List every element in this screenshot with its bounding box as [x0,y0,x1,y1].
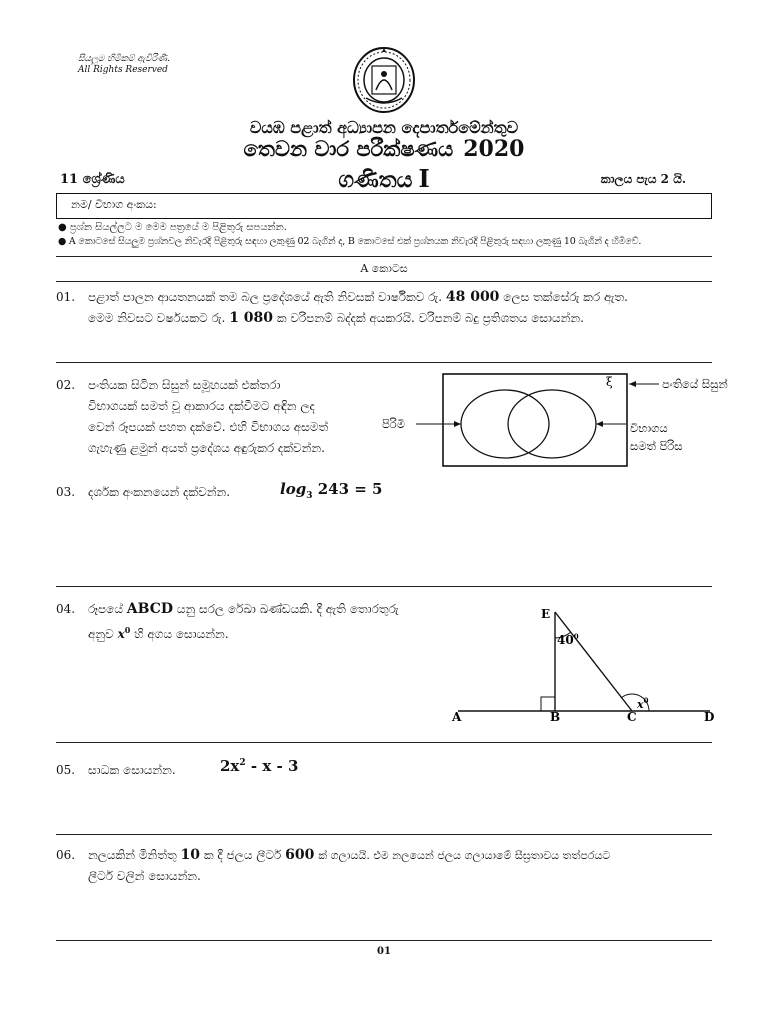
question-number: 03. [56,485,76,499]
q6-litres: 600 [285,847,315,863]
q4-line2-a: අනුව [88,627,114,641]
q6-minutes: 10 [180,847,201,863]
venn-universal-set [443,374,627,466]
question-2-text [88,375,388,459]
subject-name: ගණිතය [338,167,413,193]
venn-boys-circle [461,390,549,458]
point-b: B [550,710,561,724]
q5-expr-b: - x - 3 [245,757,299,775]
q5-expr-a: 2x [220,757,240,775]
triangle-diagram [440,598,720,728]
point-d: D [704,710,715,724]
exam-year: 2020 [463,136,525,162]
question-1-text [88,287,718,329]
q2-line: වෙන් රූපයක් පහත දක්වේ. එහි විභාගය අසමත් [88,420,329,434]
exam-title-text: තෙවන වාර පරීක්ෂණය [243,136,454,161]
point-c: C [627,710,637,724]
q6-line1-c: ක දී ජලය ලීටර් [203,848,282,862]
instruction-2: ● A කොටසේ සියලුම ප්‍රශ්නවල නිවැරදි පිළිතුරු සඳහා ලකුණු 02 බැගින් ද, B කොටසේ එක් ප්‍රශ්නයක නිවැරදි පිළිතුරු සඳහා ලකුණු 10 බැගින් ද හිමිවේ. [58,236,642,247]
venn-universal-symbol: ξ [606,375,613,389]
name-index-label: නම/ විභාග අංකය: [71,198,157,211]
divider [56,281,712,282]
name-index-box[interactable] [56,193,712,219]
page-number: 01 [377,946,391,957]
q3-base: 3 [306,491,313,501]
q3-expr: 243 = 5 [317,480,383,498]
venn-diagram [360,366,728,476]
footer-divider [56,940,712,941]
department-name: වයඹ පළාත් අධ්‍යාපන දෙපාර්තමේන්තුව [249,118,519,137]
q5-expr-sup: 2 [239,758,246,768]
question-number: 01. [56,290,76,304]
question-5-text: සාධක සොයන්න. [88,763,176,777]
venn-label-pass-1: විභාගය [630,421,668,435]
divider [56,362,712,363]
q4-line2-c: හි අගය සොයන්න. [134,627,229,641]
q6-line2: ලීටර් වලින් සොයන්න. [88,869,201,883]
rights-english: All Rights Reserved [78,65,168,75]
q1-tax-value: 1 080 [229,310,274,326]
time-allowed: කාලය පැය 2 යි. [600,172,686,186]
question-number: 04. [56,602,76,616]
q4-line1-c: යනු සරල රේඛා ඛණ්ඩයකි. දී ඇති තොරතුරු [176,602,399,616]
divider [56,586,712,587]
venn-label-boys: පිරිමි [382,417,405,431]
question-number: 05. [56,763,76,777]
point-a: A [452,710,462,724]
subject-paper-number: I [418,164,430,193]
question-number: 06. [56,848,76,862]
angle-e-label: $40^0$ [557,632,579,647]
q4-segment: ABCD [126,601,174,617]
question-4-text [88,599,448,645]
line-ec [555,612,632,711]
q6-line1-a: නලයකින් මිනිත්තු [88,848,177,862]
q3-expression [280,480,382,501]
arrowhead-icon [596,421,603,427]
q2-line: පංතියක සිටින සිසුන් සමූහයක් එක්තරා [88,378,281,392]
divider [56,256,712,257]
exam-title [0,136,768,162]
question-number: 02. [56,378,76,392]
arrowhead-icon [454,421,461,427]
part-a-title: A කොටස [360,262,408,275]
grade-label: 11 ශ්‍රේණිය [60,172,125,187]
q4-variable-sup: 0 [124,625,131,635]
q3-log: log [280,480,307,498]
instruction-1: ● ප්‍රශ්න සියල්ලට ම මෙම පත්‍රයේ ම පිළිතුරු සපයන්න. [58,222,287,233]
angle-x-label: $x^0$ [637,696,649,711]
divider [56,742,712,743]
crest-emblem-icon [352,46,416,114]
rights-sinhala: සියලුම හිමිකම් ඇවිරිණි. [78,54,171,64]
venn-label-class: පංතියේ සිසුන් [662,377,728,391]
q2-line: ගැහැණු ළමුන් අයත් ප්‍රදේශය අඳුරුකර දක්වන්න. [88,441,325,455]
right-angle-marker [541,697,555,711]
q5-expression [220,757,298,775]
point-e: E [541,607,551,621]
q2-line: විභාගයක් සමත් වූ ආකාරය දක්වීමට අඳින ලද [88,399,315,413]
q4-line1-a: රූපයේ [88,602,123,616]
rights-notice [78,54,170,76]
question-6-text [88,845,718,887]
venn-label-pass-2: සමත් පිරිස [630,439,683,453]
divider [56,834,712,835]
question-3-text: දර්ශක අංකනයෙන් දක්වන්න. [88,485,231,499]
q4-variable: x [117,627,125,641]
q1-annual-value: 48 000 [445,289,500,305]
q1-line2-a: මෙම නිවසට වර්ෂයකට රු. [88,311,226,325]
q1-line1-c: ලෙස තක්සේරු කර ඇත. [503,290,628,304]
arrowhead-icon [629,381,636,387]
venn-pass-circle [508,390,596,458]
q6-line1-e: ක් ගලායයි. එම නලයෙන් ජලය ගලායාමේ සීඝ්‍රතාවය තත්පරයට [318,849,611,862]
q1-line2-c: ක වරිපනම් බද්දක් අයකරයි. වරිපනම් බදු ප්‍රතිශතය සොයන්න. [276,311,584,325]
q1-line1-a: පළාත් පාලන ආයතනයක් තම බල ප්‍රදේශයේ ඇති නිවසක් වාර්ෂිකව රු. [88,290,443,304]
